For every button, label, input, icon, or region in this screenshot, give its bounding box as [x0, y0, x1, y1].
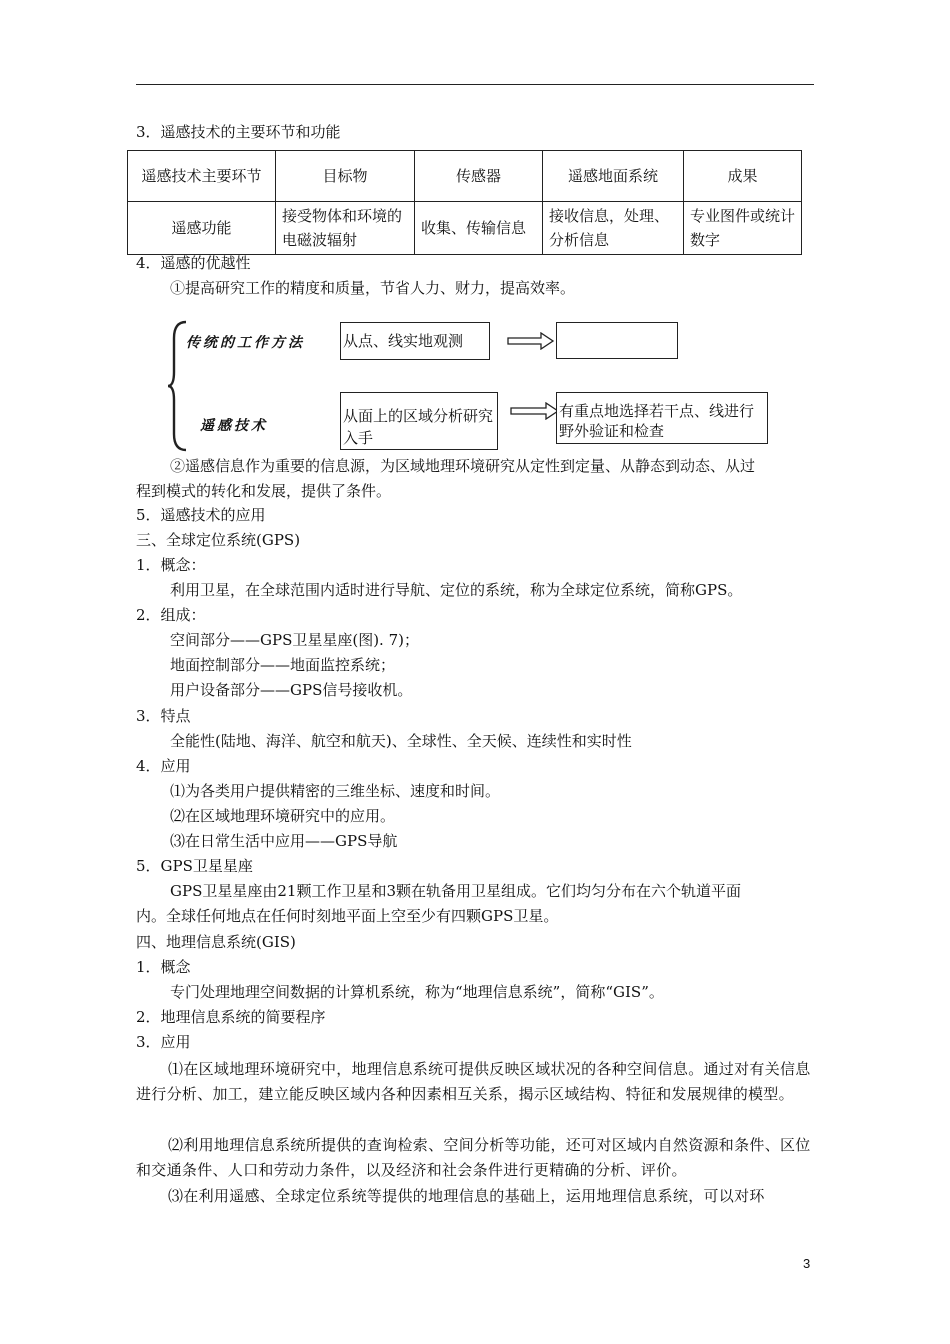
paragraph: ⑶在利用遥感、全球定位系统等提供的地理信息的基础上，运用地理信息系统，可以对环	[168, 1187, 765, 1205]
paragraph: 全能性(陆地、海洋、航空和航天)、全球性、全天候、连续性和实时性	[170, 732, 632, 750]
arrow-right-icon	[507, 332, 555, 350]
list-item: ⑴为各类用户提供精密的三维坐标、速度和时间。	[170, 782, 501, 800]
box-empty	[556, 322, 678, 359]
paragraph: ⑴在区域地理环境研究中，地理信息系统可提供反映区域状况的各种空间信息。通过对有关信息进行分析、加工，建立能反映区域内各种因素相互关系，揭示区域结构、特征和发展规律的模型。	[136, 1060, 811, 1103]
gps-applications-title: 4．应用	[136, 757, 191, 775]
curly-brace	[166, 320, 188, 452]
table-cell: 接收信息，处理、分析信息	[543, 202, 684, 255]
paragraph: GPS卫星星座由21颗工作卫星和3颗在轨备用卫星组成。它们均匀分布在六个轨道平面	[170, 882, 741, 900]
label-traditional-method: 传统的工作方法	[186, 335, 305, 351]
table-cell: 传感器	[415, 151, 543, 202]
box-point-line-survey: 从点、线实地观测	[340, 322, 490, 360]
table-cell: 目标物	[276, 151, 415, 202]
gps-features-title: 3．特点	[136, 707, 191, 725]
paragraph: ②遥感信息作为重要的信息源，为区域地理环境研究从定性到定量、从静态到动态、从过	[170, 457, 756, 475]
table-cell: 遥感地面系统	[543, 151, 684, 202]
arrow-right-icon	[510, 402, 560, 420]
gps-composition-title: 2．组成：	[136, 606, 206, 624]
gps-heading: 三、全球定位系统(GPS)	[136, 531, 301, 549]
gis-procedure-title: 2．地理信息系统的简要程序	[136, 1008, 326, 1026]
paragraph: 专门处理地理空间数据的计算机系统，称为“地理信息系统”，简称“GIS”。	[170, 983, 664, 1001]
box-field-verification: 有重点地选择若干点、线进行野外验证和检查	[556, 392, 768, 444]
section-4-title: 4．遥感的优越性	[136, 254, 251, 272]
box-area-analysis: 从面上的区域分析研究入手	[340, 392, 498, 450]
gps-constellation-title: 5．GPS卫星星座	[136, 857, 253, 875]
paragraph: 程到模式的转化和发展，提供了条件。	[136, 482, 392, 500]
table-row	[128, 202, 802, 255]
table-cell: 接受物体和环境的电磁波辐射	[276, 202, 415, 255]
paragraph: 内。全球任何地点在任何时刻地平面上空至少有四颗GPS卫星。	[136, 907, 559, 925]
list-item: 用户设备部分——GPS信号接收机。	[170, 681, 413, 699]
list-item: 空间部分——GPS卫星星座(图). 7)；	[170, 631, 419, 649]
gps-concept-title: 1．概念：	[136, 556, 206, 574]
paragraph: ⑵利用地理信息系统所提供的查询检索、空间分析等功能，还可对区域内自然资源和条件、区位和交通条件、人口和劳动力条件，以及经济和社会条件进行更精确的分析、评价。	[136, 1136, 811, 1179]
header-rule	[136, 84, 814, 85]
gis-applications-title: 3．应用	[136, 1033, 191, 1051]
paragraph: 利用卫星，在全球范围内适时进行导航、定位的系统，称为全球定位系统，简称GPS。	[170, 581, 743, 599]
paragraph: ①提高研究工作的精度和质量，节省人力、财力，提高效率。	[170, 279, 576, 297]
list-item: ⑶在日常生活中应用——GPS导航	[170, 832, 398, 850]
table-cell: 遥感技术主要环节	[128, 151, 276, 202]
label-remote-sensing: 遥感技术	[200, 418, 268, 434]
table-cell: 成果	[684, 151, 802, 202]
section-3-title: 3．遥感技术的主要环节和功能	[136, 123, 341, 141]
gis-heading: 四、地理信息系统(GIS)	[136, 933, 296, 951]
table-cell: 遥感功能	[128, 202, 276, 255]
section-5-title: 5．遥感技术的应用	[136, 506, 266, 524]
table-row	[128, 151, 802, 202]
page-number: 3	[803, 1256, 811, 1271]
table-cell: 收集、传输信息	[415, 202, 543, 255]
list-item: 地面控制部分——地面监控系统；	[170, 656, 396, 674]
table-cell: 专业图件或统计数字	[684, 202, 802, 255]
remote-sensing-table	[127, 150, 802, 255]
list-item: ⑵在区域地理环境研究中的应用。	[170, 807, 396, 825]
gis-concept-title: 1．概念	[136, 958, 191, 976]
